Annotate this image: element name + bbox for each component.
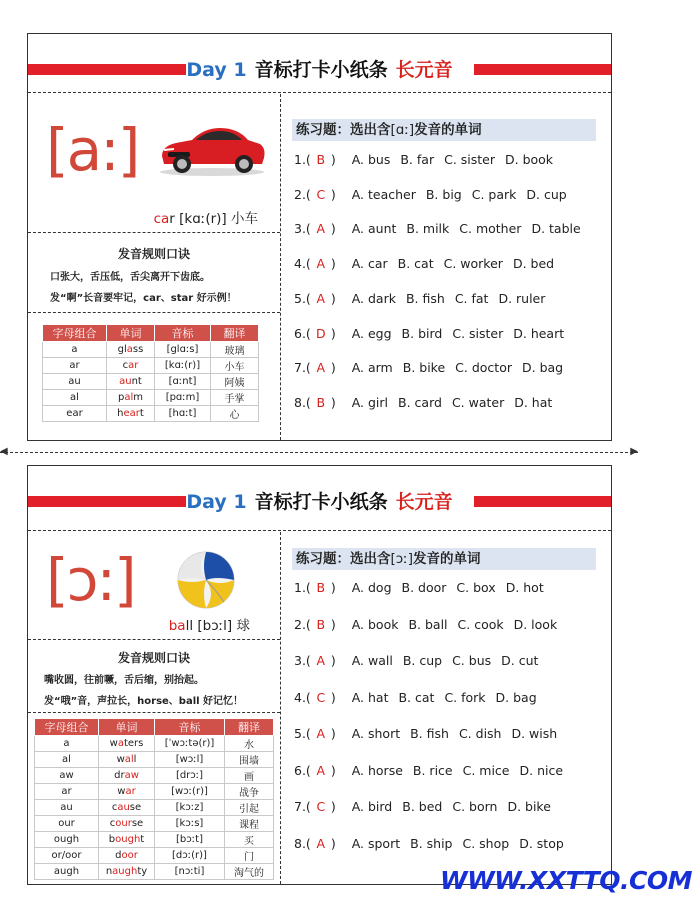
ipa-cell: [bɔːt] bbox=[155, 832, 225, 848]
option-choice[interactable]: C. fat bbox=[454, 290, 489, 306]
header-title bbox=[28, 487, 611, 514]
table-header: 音标 bbox=[155, 325, 211, 342]
question-item: 2.( C ) A. teacher B. big C. park D. cup bbox=[294, 186, 567, 202]
table-row bbox=[35, 832, 274, 848]
options bbox=[342, 799, 551, 814]
option-choice[interactable]: D. stop bbox=[519, 835, 564, 851]
option-choice[interactable]: D. hot bbox=[505, 580, 544, 595]
table-header: 翻译 bbox=[211, 325, 259, 342]
question-item: 2.( B ) A. book B. ball C. cook D. look bbox=[294, 616, 558, 632]
option-choice[interactable]: C. mice bbox=[462, 762, 510, 778]
option-choice[interactable]: B. bed bbox=[402, 799, 443, 814]
option-choice[interactable]: A. bird bbox=[351, 799, 393, 814]
answer-blank[interactable]: B bbox=[316, 580, 326, 595]
option-choice[interactable]: C. sister bbox=[452, 325, 504, 341]
option-choice[interactable]: B. far bbox=[400, 152, 435, 167]
card-long-o bbox=[27, 465, 612, 885]
example-phonetic: [bɔːl] bbox=[197, 618, 233, 634]
options bbox=[342, 221, 581, 236]
translation-cell: 阿姨 bbox=[211, 374, 259, 390]
answer-blank[interactable]: A bbox=[316, 360, 326, 376]
vertical-divider bbox=[280, 532, 281, 884]
translation-cell: 围墙 bbox=[225, 752, 274, 768]
title-label: 音标打卡小纸条 bbox=[254, 59, 388, 81]
example-phonetic: [kɑː(r)] bbox=[179, 211, 227, 227]
table-row bbox=[35, 736, 274, 752]
option-choice[interactable]: C. cook bbox=[457, 616, 504, 632]
option-choice[interactable]: D. ruler bbox=[498, 290, 546, 306]
question-number: 5.( bbox=[294, 726, 311, 741]
option-choice[interactable]: A. wall bbox=[351, 653, 393, 668]
question-number: 8.( bbox=[294, 394, 311, 410]
option-choice[interactable]: B. fish bbox=[405, 290, 445, 306]
option-choice[interactable]: C. mother bbox=[459, 221, 522, 237]
example-word: ball [bɔːl] 球 bbox=[168, 618, 250, 634]
option-choice[interactable]: A. book bbox=[351, 616, 399, 632]
option-choice[interactable]: D. table bbox=[531, 221, 581, 237]
answer-blank[interactable]: A bbox=[316, 726, 326, 741]
question-number: 1.( bbox=[294, 152, 311, 167]
options bbox=[342, 580, 544, 595]
word-cell: bought bbox=[99, 832, 155, 848]
option-choice[interactable]: A. arm bbox=[351, 360, 393, 376]
word-cell: draw bbox=[99, 768, 155, 784]
rule-line-2: 发“啊”长音要牢记，car、star 好示例！ bbox=[50, 293, 237, 304]
rule-line-2: 发“哦”音，声拉长，horse、ball 好记忆！ bbox=[44, 696, 244, 707]
option-choice[interactable]: C. bus bbox=[452, 653, 492, 668]
table-header: 字母组合 bbox=[35, 719, 99, 736]
table-row bbox=[35, 784, 274, 800]
question-number: 1.( bbox=[294, 580, 311, 595]
card-header bbox=[28, 480, 611, 524]
word-cell: wall bbox=[99, 752, 155, 768]
letter-combo: our bbox=[35, 816, 99, 832]
word-cell: glass bbox=[107, 342, 155, 358]
translation-cell: 玻璃 bbox=[211, 342, 259, 358]
translation-cell: 买 bbox=[225, 832, 274, 848]
option-choice[interactable]: B. ship bbox=[410, 835, 453, 851]
table-row bbox=[35, 752, 274, 768]
option-choice[interactable]: D. look bbox=[513, 616, 558, 632]
left-divider bbox=[28, 639, 280, 640]
phoneme-symbol: [ɔ:] bbox=[46, 546, 135, 614]
table-header: 音标 bbox=[155, 719, 225, 736]
table-row bbox=[35, 864, 274, 880]
letter-combo: ough bbox=[35, 832, 99, 848]
question-item: 5.( A ) A. dark B. fish C. fat D. ruler bbox=[294, 290, 546, 306]
header-divider bbox=[28, 530, 611, 531]
ipa-cell: [dɔː(r)] bbox=[155, 848, 225, 864]
options bbox=[342, 690, 537, 705]
answer-blank[interactable]: C bbox=[316, 186, 326, 202]
translation-cell: 小车 bbox=[211, 358, 259, 374]
answer-blank[interactable]: B bbox=[316, 616, 326, 632]
option-choice[interactable]: A. girl bbox=[351, 394, 389, 410]
option-choice[interactable]: A. dark bbox=[351, 290, 396, 306]
option-choice[interactable]: A. horse bbox=[351, 762, 403, 778]
options bbox=[342, 617, 558, 632]
option-choice[interactable]: B. ball bbox=[408, 616, 448, 632]
table-row bbox=[35, 800, 274, 816]
answer-blank[interactable]: A bbox=[316, 653, 326, 668]
cut-line bbox=[0, 452, 638, 453]
answer-blank[interactable]: C bbox=[316, 689, 326, 705]
left-panel bbox=[28, 532, 280, 884]
option-choice[interactable]: C. shop bbox=[462, 835, 510, 851]
translation-cell: 战争 bbox=[225, 784, 274, 800]
translation-cell: 水 bbox=[225, 736, 274, 752]
word-cell: cause bbox=[99, 800, 155, 816]
example-meaning: 球 bbox=[236, 618, 250, 634]
option-choice[interactable]: D. cut bbox=[501, 653, 539, 668]
option-choice[interactable]: D. bike bbox=[507, 799, 551, 814]
option-choice[interactable]: B. bike bbox=[402, 360, 446, 376]
options bbox=[342, 726, 557, 741]
option-choice[interactable]: A. short bbox=[351, 726, 401, 741]
rules-title: 发音规则口诀 bbox=[117, 651, 190, 665]
letter-combo: ar bbox=[43, 358, 107, 374]
title-label: 音标打卡小纸条 bbox=[254, 491, 388, 513]
option-choice[interactable]: B. rice bbox=[412, 762, 453, 778]
word-cell: course bbox=[99, 816, 155, 832]
options bbox=[342, 152, 553, 167]
word-cell: door bbox=[99, 848, 155, 864]
option-choice[interactable]: C. sister bbox=[444, 152, 495, 167]
question-item: 5.( A ) A. short B. fish C. dish D. wish bbox=[294, 726, 558, 741]
answer-blank[interactable]: A bbox=[316, 762, 326, 778]
option-choice[interactable]: C. water bbox=[451, 394, 505, 410]
phonics-table bbox=[34, 718, 274, 880]
translation-cell: 手掌 bbox=[211, 390, 259, 406]
option-choice[interactable]: C. born bbox=[452, 799, 498, 814]
answer-blank[interactable]: B bbox=[316, 394, 326, 410]
left-divider bbox=[28, 712, 280, 713]
answer-blank[interactable]: A bbox=[316, 256, 326, 272]
option-choice[interactable]: B. big bbox=[425, 186, 462, 202]
question-item: 3.( A ) A. wall B. cup C. bus D. cut bbox=[294, 653, 539, 668]
letter-combo: al bbox=[35, 752, 99, 768]
options bbox=[342, 291, 546, 306]
option-choice[interactable]: B. cat bbox=[397, 256, 434, 272]
ipa-cell: [glɑːs] bbox=[155, 342, 211, 358]
word-cell: car bbox=[107, 358, 155, 374]
ipa-cell: [ɑːnt] bbox=[155, 374, 211, 390]
table-header: 单词 bbox=[107, 325, 155, 342]
table-row bbox=[43, 374, 259, 390]
question-number: 5.( bbox=[294, 290, 311, 306]
answer-blank[interactable]: D bbox=[315, 325, 326, 341]
option-choice[interactable]: B. cup bbox=[402, 653, 443, 668]
question-number: 6.( bbox=[294, 325, 311, 341]
answer-blank[interactable]: B bbox=[316, 152, 326, 167]
question-item: 7.( A ) A. arm B. bike C. doctor D. bag bbox=[294, 360, 564, 376]
question-item: 3.( A ) A. aunt B. milk C. mother D. table bbox=[294, 221, 581, 237]
translation-cell: 引起 bbox=[225, 800, 274, 816]
option-choice[interactable]: D. nice bbox=[519, 762, 564, 778]
table-header: 翻译 bbox=[225, 719, 274, 736]
exercise-title: 练习题：选出含[ɔː]发音的单词 bbox=[292, 548, 596, 570]
rule-line-1: 嘴收圆，往前噘，舌后缩，别抬起。 bbox=[44, 675, 204, 686]
option-choice[interactable]: A. sport bbox=[351, 835, 401, 851]
subtitle-label: 长元音 bbox=[395, 59, 453, 81]
letter-combo: au bbox=[43, 374, 107, 390]
question-item: 4.( C ) A. hat B. cat C. fork D. bag bbox=[294, 689, 537, 705]
option-choice[interactable]: A. hat bbox=[351, 689, 389, 705]
question-item: 6.( A ) A. horse B. rice C. mice D. nice bbox=[294, 762, 564, 778]
ipa-cell: [hɑːt] bbox=[155, 406, 211, 422]
option-choice[interactable]: D. cup bbox=[526, 186, 567, 202]
question-number: 3.( bbox=[294, 221, 311, 237]
translation-cell: 课程 bbox=[225, 816, 274, 832]
option-choice[interactable]: D. bag bbox=[522, 360, 564, 376]
translation-cell: 门 bbox=[225, 848, 274, 864]
question-item: 8.( A ) A. sport B. ship C. shop D. stop bbox=[294, 835, 564, 851]
table-row bbox=[43, 390, 259, 406]
table-row bbox=[43, 342, 259, 358]
arrow-right-icon: ▶ bbox=[630, 446, 638, 457]
option-choice[interactable]: A. dog bbox=[351, 580, 392, 595]
rule-line-1: 口张大，舌压低，舌尖离开下齿底。 bbox=[50, 272, 210, 283]
option-choice[interactable]: A. bus bbox=[351, 152, 391, 167]
question-number: 7.( bbox=[294, 360, 311, 376]
question-item: 1.( B ) A. dog B. door C. box D. hot bbox=[294, 580, 544, 595]
option-choice[interactable]: A. teacher bbox=[351, 186, 416, 202]
question-item: 7.( C ) A. bird B. bed C. born D. bike bbox=[294, 799, 551, 814]
ipa-cell: [ˈwɔːtə(r)] bbox=[155, 736, 225, 752]
exercise-panel bbox=[282, 532, 611, 884]
question-number: 6.( bbox=[294, 762, 311, 778]
letter-combo: or/oor bbox=[35, 848, 99, 864]
word-cell: aunt bbox=[107, 374, 155, 390]
arrow-left-icon: ◀ bbox=[0, 446, 8, 457]
option-choice[interactable]: D. book bbox=[505, 152, 554, 167]
option-choice[interactable]: B. milk bbox=[406, 221, 450, 237]
option-choice[interactable]: D. bed bbox=[512, 256, 555, 272]
option-choice[interactable]: B. cat bbox=[398, 689, 435, 705]
rules-title: 发音规则口诀 bbox=[117, 247, 190, 261]
vertical-divider bbox=[280, 94, 281, 440]
table-header: 单词 bbox=[99, 719, 155, 736]
letter-combo: al bbox=[43, 390, 107, 406]
card-long-a bbox=[27, 33, 612, 441]
word-cell: waters bbox=[99, 736, 155, 752]
option-choice[interactable]: D. wish bbox=[511, 726, 558, 741]
word-cell: palm bbox=[107, 390, 155, 406]
option-choice[interactable]: C. fork bbox=[444, 689, 486, 705]
left-divider bbox=[28, 232, 280, 233]
answer-blank[interactable]: C bbox=[316, 799, 326, 814]
question-item: 1.( B ) A. bus B. far C. sister D. book bbox=[294, 152, 554, 167]
letter-combo: augh bbox=[35, 864, 99, 880]
option-choice[interactable]: D. heart bbox=[513, 325, 565, 341]
letter-combo: a bbox=[35, 736, 99, 752]
letter-combo: ar bbox=[35, 784, 99, 800]
word-cell: war bbox=[99, 784, 155, 800]
letter-combo: a bbox=[43, 342, 107, 358]
card-header bbox=[28, 48, 611, 92]
ipa-cell: [wɔː(r)] bbox=[155, 784, 225, 800]
exercise-title: 练习题：选出含[ɑː]发音的单词 bbox=[292, 119, 596, 141]
table-row bbox=[35, 768, 274, 784]
translation-cell: 淘气的 bbox=[225, 864, 274, 880]
option-choice[interactable]: A. egg bbox=[351, 325, 392, 341]
example-word: car [kɑː(r)] 小车 bbox=[153, 211, 258, 227]
ipa-cell: [kɔːs] bbox=[155, 816, 225, 832]
watermark: WWW.XXTTQ.COM bbox=[440, 866, 692, 895]
ipa-cell: [kɔːz] bbox=[155, 800, 225, 816]
ipa-cell: [kɑː(r)] bbox=[155, 358, 211, 374]
phonics-table bbox=[42, 324, 259, 422]
left-panel bbox=[28, 94, 280, 440]
options bbox=[342, 836, 564, 851]
volleyball-icon bbox=[176, 550, 236, 610]
translation-cell: 画 bbox=[225, 768, 274, 784]
options bbox=[342, 395, 553, 410]
question-number: 2.( bbox=[294, 616, 311, 632]
answer-blank[interactable]: A bbox=[316, 290, 326, 306]
phoneme-symbol: [a:] bbox=[46, 116, 139, 184]
question-number: 7.( bbox=[294, 799, 311, 814]
option-choice[interactable]: C. box bbox=[456, 580, 496, 595]
subtitle-label: 长元音 bbox=[395, 491, 453, 513]
answer-blank[interactable]: A bbox=[316, 221, 326, 237]
table-row bbox=[35, 816, 274, 832]
ipa-cell: [pɑːm] bbox=[155, 390, 211, 406]
left-divider bbox=[28, 312, 280, 313]
translation-cell: 心 bbox=[211, 406, 259, 422]
letter-combo: ear bbox=[43, 406, 107, 422]
option-choice[interactable]: B. bird bbox=[401, 325, 443, 341]
question-number: 3.( bbox=[294, 653, 311, 668]
option-choice[interactable]: D. hat bbox=[514, 394, 553, 410]
question-item: 4.( A ) A. car B. cat C. worker D. bed bbox=[294, 256, 555, 272]
options bbox=[342, 187, 567, 202]
question-number: 8.( bbox=[294, 835, 311, 851]
question-number: 4.( bbox=[294, 689, 311, 705]
ipa-cell: [drɔː] bbox=[155, 768, 225, 784]
word-cell: naughty bbox=[99, 864, 155, 880]
ipa-cell: [nɔːti] bbox=[155, 864, 225, 880]
red-car-icon bbox=[156, 116, 268, 178]
question-number: 4.( bbox=[294, 256, 311, 272]
option-choice[interactable]: D. bag bbox=[495, 689, 537, 705]
option-choice[interactable]: C. park bbox=[471, 186, 517, 202]
question-item: 6.( D ) A. egg B. bird C. sister D. heart bbox=[294, 325, 565, 341]
option-choice[interactable]: A. car bbox=[351, 256, 388, 272]
option-choice[interactable]: C. worker bbox=[443, 256, 503, 272]
example-meaning: 小车 bbox=[231, 211, 258, 227]
option-choice[interactable]: B. card bbox=[398, 394, 442, 410]
option-choice[interactable]: C. doctor bbox=[455, 360, 512, 376]
question-number: 2.( bbox=[294, 186, 311, 202]
letter-combo: au bbox=[35, 800, 99, 816]
options bbox=[342, 653, 539, 668]
answer-blank[interactable]: A bbox=[316, 835, 326, 851]
day-label: Day 1 bbox=[186, 491, 247, 513]
option-choice[interactable]: C. dish bbox=[458, 726, 502, 741]
table-row bbox=[35, 848, 274, 864]
exercise-panel bbox=[282, 94, 611, 440]
options bbox=[342, 763, 563, 778]
option-choice[interactable]: B. door bbox=[401, 580, 447, 595]
option-choice[interactable]: B. fish bbox=[410, 726, 449, 741]
table-row bbox=[43, 358, 259, 374]
options bbox=[342, 326, 564, 341]
header-title bbox=[28, 55, 611, 82]
day-label: Day 1 bbox=[186, 59, 247, 81]
ipa-cell: [wɔːl] bbox=[155, 752, 225, 768]
options bbox=[342, 360, 563, 375]
options bbox=[342, 256, 554, 271]
letter-combo: aw bbox=[35, 768, 99, 784]
question-item: 8.( B ) A. girl B. card C. water D. hat bbox=[294, 394, 553, 410]
table-header: 字母组合 bbox=[43, 325, 107, 342]
header-divider bbox=[28, 92, 611, 93]
word-cell: heart bbox=[107, 406, 155, 422]
option-choice[interactable]: A. aunt bbox=[351, 221, 397, 237]
table-row bbox=[43, 406, 259, 422]
